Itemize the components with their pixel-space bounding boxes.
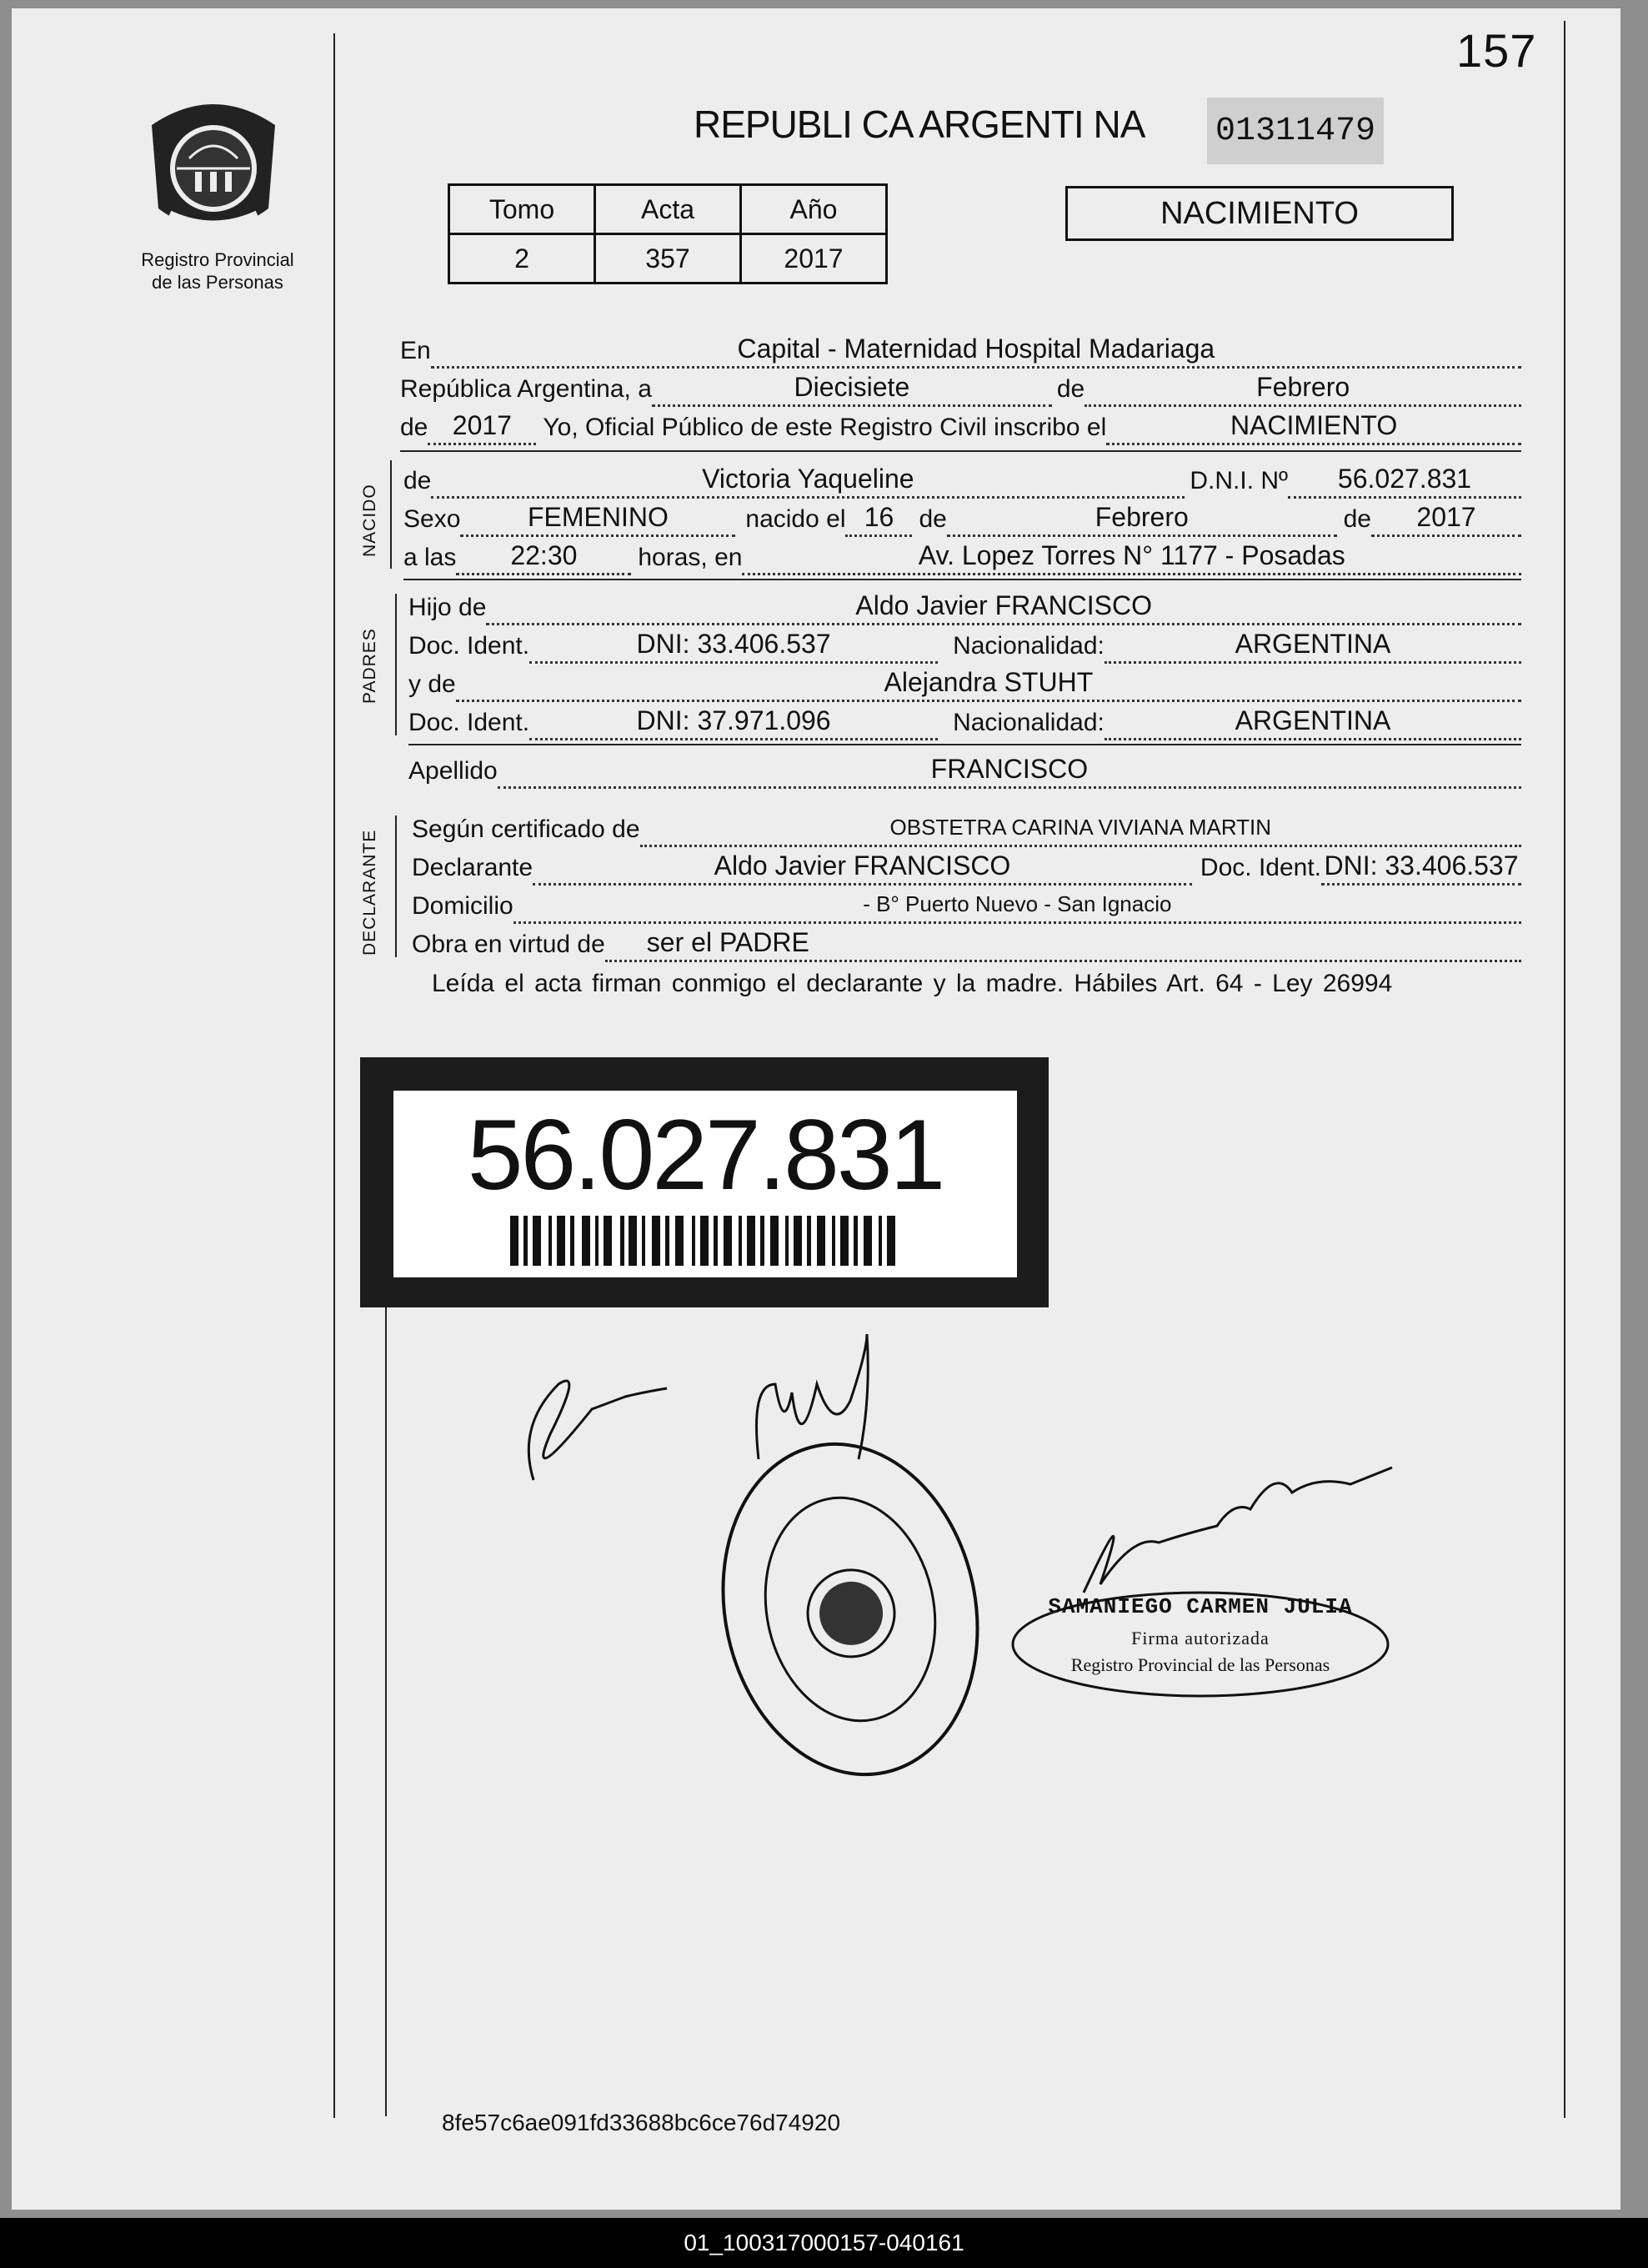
- label-dni: D.N.I. Nº: [1190, 467, 1288, 494]
- label-father-doc: Doc. Ident.: [408, 632, 530, 660]
- registry-name: [105, 248, 330, 294]
- mother-signature: [757, 1334, 869, 1459]
- label-apellido: Apellido: [408, 757, 498, 785]
- value-relationship: ser el PADRE: [605, 925, 1521, 962]
- official-signature: [1084, 1468, 1392, 1593]
- line-sexo: [403, 495, 1521, 537]
- value-day-words: Diecisiete: [652, 369, 1052, 407]
- separator-3: [408, 744, 1521, 745]
- value-declarant-name: Aldo Javier FRANCISCO: [533, 848, 1192, 886]
- document-hash: 8fe57c6ae091fd33688bc6ce76d74920: [442, 2110, 841, 2135]
- value-tomo: 2: [449, 234, 595, 284]
- line-declarante: [412, 844, 1521, 886]
- page-number: 157: [1456, 24, 1537, 77]
- line-republica: [400, 365, 1521, 407]
- closing-statement: Leída el acta firman conmigo el declarante y la madre. Hábiles Art. 64 - Ley 26994: [432, 970, 1393, 997]
- line-hijo-de: [408, 584, 1521, 625]
- label-father-nationality: Nacionalidad:: [953, 632, 1105, 660]
- right-margin-line: [1564, 21, 1565, 2118]
- document-title: REPUBLI CA ARGENTI NA: [694, 103, 1145, 146]
- label-domicilio: Domicilio: [412, 892, 513, 920]
- value-surname: FRANCISCO: [498, 751, 1521, 789]
- label-y-de: y de: [408, 670, 456, 698]
- value-birth-year: 2017: [1371, 499, 1521, 537]
- value-acta: 357: [595, 234, 741, 284]
- serial-number: 01311479: [1207, 98, 1384, 164]
- line-mother-doc: [408, 699, 1521, 740]
- line-year-oficial: [400, 404, 1521, 445]
- value-father-name: Aldo Javier FRANCISCO: [486, 588, 1521, 625]
- registry-name-line1: Registro Provincial: [141, 249, 294, 270]
- value-child-dni: 56.027.831: [1288, 461, 1521, 499]
- value-birth-day: 16: [845, 499, 912, 537]
- value-place: Capital - Maternidad Hospital Madariaga: [431, 331, 1521, 369]
- section-padres: PADRES: [360, 628, 379, 704]
- signatory-block: [1000, 1594, 1400, 1676]
- line-apellido: [408, 747, 1521, 789]
- declarante-bracket: [395, 815, 397, 957]
- scan-footer-id: 01_100317000157-040161: [0, 2218, 1648, 2268]
- label-nacido-de: de: [403, 467, 432, 494]
- label-obra: Obra en virtud de: [412, 931, 605, 958]
- value-event: NACIMIENTO: [1106, 408, 1521, 445]
- signatures-and-seal: [500, 1334, 1417, 1801]
- section-nacido: NACIDO: [360, 484, 379, 557]
- value-sex: FEMENINO: [460, 499, 735, 537]
- header-acta: Acta: [595, 185, 741, 234]
- label-de2: de: [400, 414, 428, 441]
- value-declarant-doc: DNI: 33.406.537: [1321, 848, 1521, 886]
- value-birth-time: 22:30: [456, 538, 631, 575]
- line-domicilio: [412, 882, 1521, 924]
- value-year: 2017: [428, 408, 536, 445]
- line-obra: [412, 921, 1521, 962]
- signatory-name: SAMANIEGO CARMEN JULIA: [1048, 1594, 1353, 1619]
- label-en: En: [400, 337, 431, 364]
- padres-bracket: [395, 594, 397, 735]
- label-nacido-el: nacido el: [745, 505, 846, 533]
- official-round-seal: [694, 1420, 1008, 1799]
- value-father-nationality: ARGENTINA: [1105, 626, 1521, 664]
- header-anio: Año: [741, 185, 887, 234]
- line-nacido-name: [403, 457, 1521, 499]
- oficial-text: Yo, Oficial Público de este Registro Civil inscribo el: [543, 414, 1107, 441]
- label-mother-nationality: Nacionalidad:: [953, 709, 1105, 736]
- label-de: de: [1056, 375, 1085, 403]
- label-hijo-de: Hijo de: [408, 594, 487, 621]
- label-mother-doc: Doc. Ident.: [408, 709, 530, 736]
- label-de-anio: de: [1343, 505, 1371, 533]
- record-table: [448, 183, 888, 284]
- separator-1: [400, 450, 1521, 452]
- label-de-mes: de: [919, 505, 947, 533]
- signatory-role: Firma autorizada: [1131, 1628, 1270, 1648]
- value-mother-nationality: ARGENTINA: [1105, 703, 1521, 740]
- value-mother-doc: DNI: 37.971.096: [529, 703, 938, 740]
- value-month: Febrero: [1084, 369, 1521, 407]
- dni-sticker-number: 56.027.831: [467, 1099, 944, 1211]
- value-address: - B° Puerto Nuevo - San Ignacio: [513, 886, 1521, 924]
- line-y-de: [408, 660, 1521, 702]
- label-sexo: Sexo: [403, 505, 461, 533]
- value-father-doc: DNI: 33.406.537: [529, 626, 938, 664]
- line-hora: [403, 534, 1521, 575]
- line-en: [400, 327, 1521, 369]
- value-mother-name: Alejandra STUHT: [456, 665, 1521, 702]
- value-birth-place: Av. Lopez Torres N° 1177 - Posadas: [742, 538, 1521, 575]
- line-father-doc: [408, 622, 1521, 664]
- separator-2: [403, 579, 1521, 580]
- label-declarante: Declarante: [412, 854, 533, 881]
- value-birth-month: Febrero: [947, 499, 1337, 537]
- label-segun: Según certificado de: [412, 815, 640, 843]
- label-horas-en: horas, en: [638, 544, 743, 571]
- line-segun: [412, 805, 1521, 847]
- value-anio: 2017: [741, 234, 887, 284]
- label-republica: República Argentina, a: [400, 375, 652, 403]
- label-declarant-doc: Doc. Ident.: [1200, 854, 1321, 881]
- value-child-name: Victoria Yaqueline: [431, 461, 1185, 499]
- barcode-graphic: [510, 1216, 902, 1266]
- value-certificate: OBSTETRA CARINA VIVIANA MARTIN: [640, 810, 1521, 847]
- declarant-signature: [528, 1381, 667, 1480]
- registry-name-line2: de las Personas: [152, 272, 283, 293]
- dni-sticker: [360, 1057, 1049, 1307]
- nacido-bracket: [390, 460, 392, 569]
- signatory-org: Registro Provincial de las Personas: [1070, 1654, 1330, 1675]
- record-type-box: NACIMIENTO: [1065, 186, 1454, 241]
- header-tomo: Tomo: [449, 185, 595, 234]
- provincial-seal-logo: [143, 92, 283, 242]
- section-declarante: DECLARANTE: [360, 829, 379, 956]
- dni-sticker-label: [393, 1091, 1017, 1277]
- left-margin-line: [333, 33, 335, 2118]
- label-a-las: a las: [403, 544, 457, 571]
